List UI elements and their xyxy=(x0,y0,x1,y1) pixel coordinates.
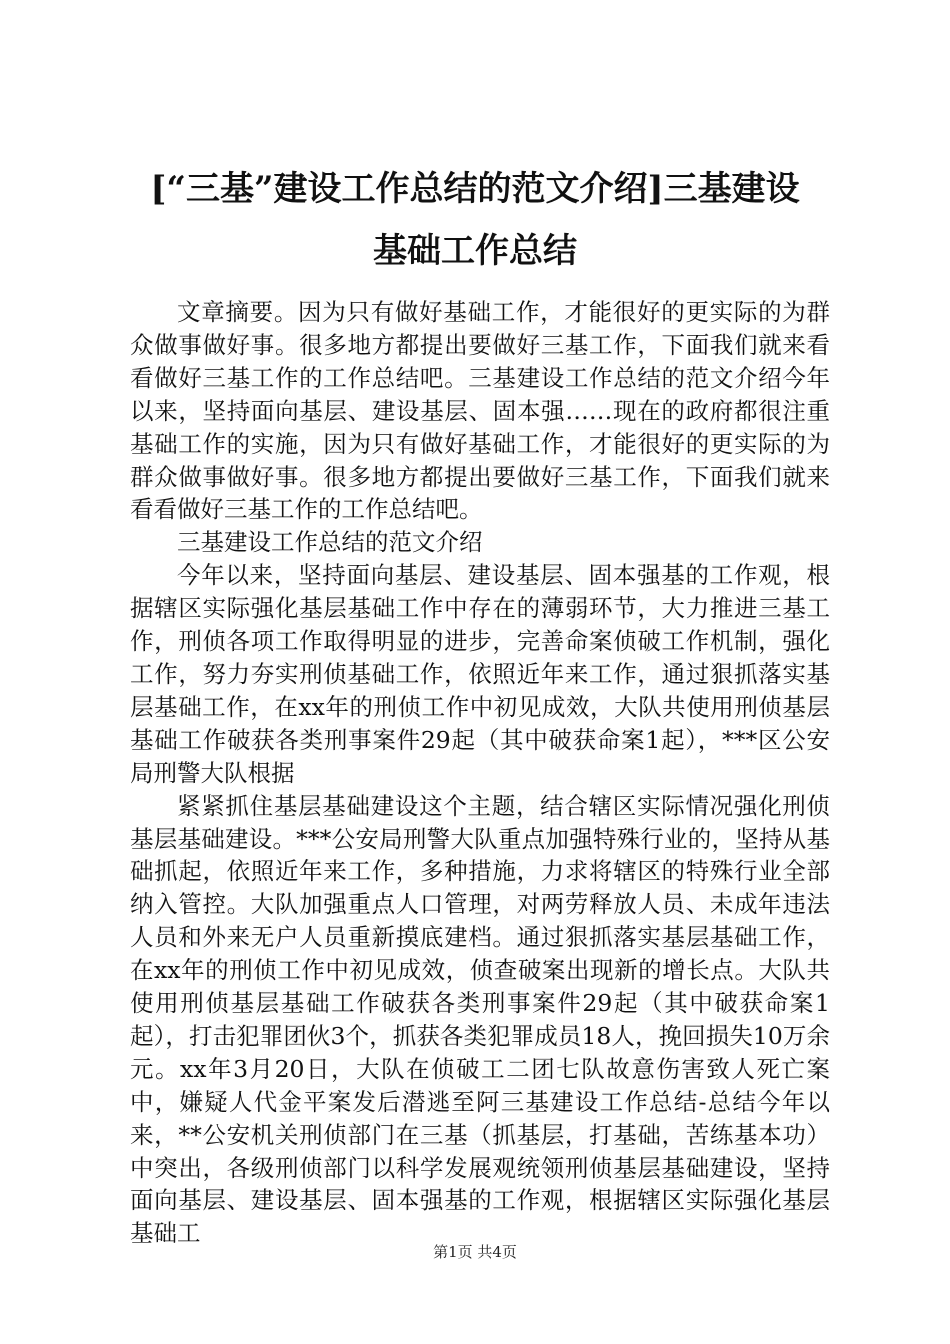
paragraph-summary: 文章摘要。因为只有做好基础工作，才能很好的更实际的为群众做事做好事。很多地方都提出要做好三基工作，下面我们就来看看做好三基工作的工作总结吧。三基建设工作总结的范文介绍今年以来，坚持面向基层、建设基层、固本强……现在的政府都很注重基础工作的实施，因为只有做好基础工作，才能很好的更实际的为群众做事做好事。很多地方都提出要做好三基工作，下面我们就来看看做好三基工作的工作总结吧。 xyxy=(130,298,830,524)
document-title xyxy=(110,158,840,282)
paragraph-main-2: 紧紧抓住基层基础建设这个主题，结合辖区实际情况强化刑侦基层基础建设。***公安局刑警大队重点加强特殊行业的，坚持从基础抓起，依照近年来工作，多种措施，力求将辖区的特殊行业全部纳入管控。大队加强重点人口管理，对两劳释放人员、未成年违法人员和外来无户人员重新摸底建档。通过狠抓落实基层基础工作，在xx年的刑侦工作中初见成效，侦查破案出现新的增长点。大队共使用刑侦基层基础工作破获各类刑事案件29起（其中破获命案1起），打击犯罪团伙3个，抓获各类犯罪成员18人，挽回损失10万余元。xx年3月20日，大队在侦破工二团七队故意伤害致人死亡案中，嫌疑人代金平案发后潜逃至阿三基建设工作总结-总结今年以来，**公安机关刑侦部门在三基（抓基层，打基础，苦练基本功）中突出，各级刑侦部门以科学发展观统领刑侦基层基础建设，坚持面向基层、建设基层、固本强基的工作观，根据辖区实际强化基层基础工 xyxy=(130,791,830,1248)
paragraph-main-1: 今年以来，坚持面向基层、建设基层、固本强基的工作观，根据辖区实际强化基层基础工作中存在的薄弱环节，大力推进三基工作，刑侦各项工作取得明显的进步，完善命案侦破工作机制，强化工作，努力夯实刑侦基础工作，依照近年来工作，通过狠抓落实基层基础工作，在xx年的刑侦工作中初见成效，大队共使用刑侦基层基础工作破获各类刑事案件29起（其中破获命案1起），***区公安局刑警大队根据 xyxy=(130,561,830,787)
title-line-2: 基础工作总结 xyxy=(373,231,577,271)
paragraph-subheading: 三基建设工作总结的范文介绍 xyxy=(177,528,483,557)
title-line-1: [“三基”建设工作总结的范文介绍]三基建设 xyxy=(150,169,800,209)
document-body xyxy=(130,296,830,1250)
page-number-footer: 第1页 共4页 xyxy=(433,1243,517,1261)
